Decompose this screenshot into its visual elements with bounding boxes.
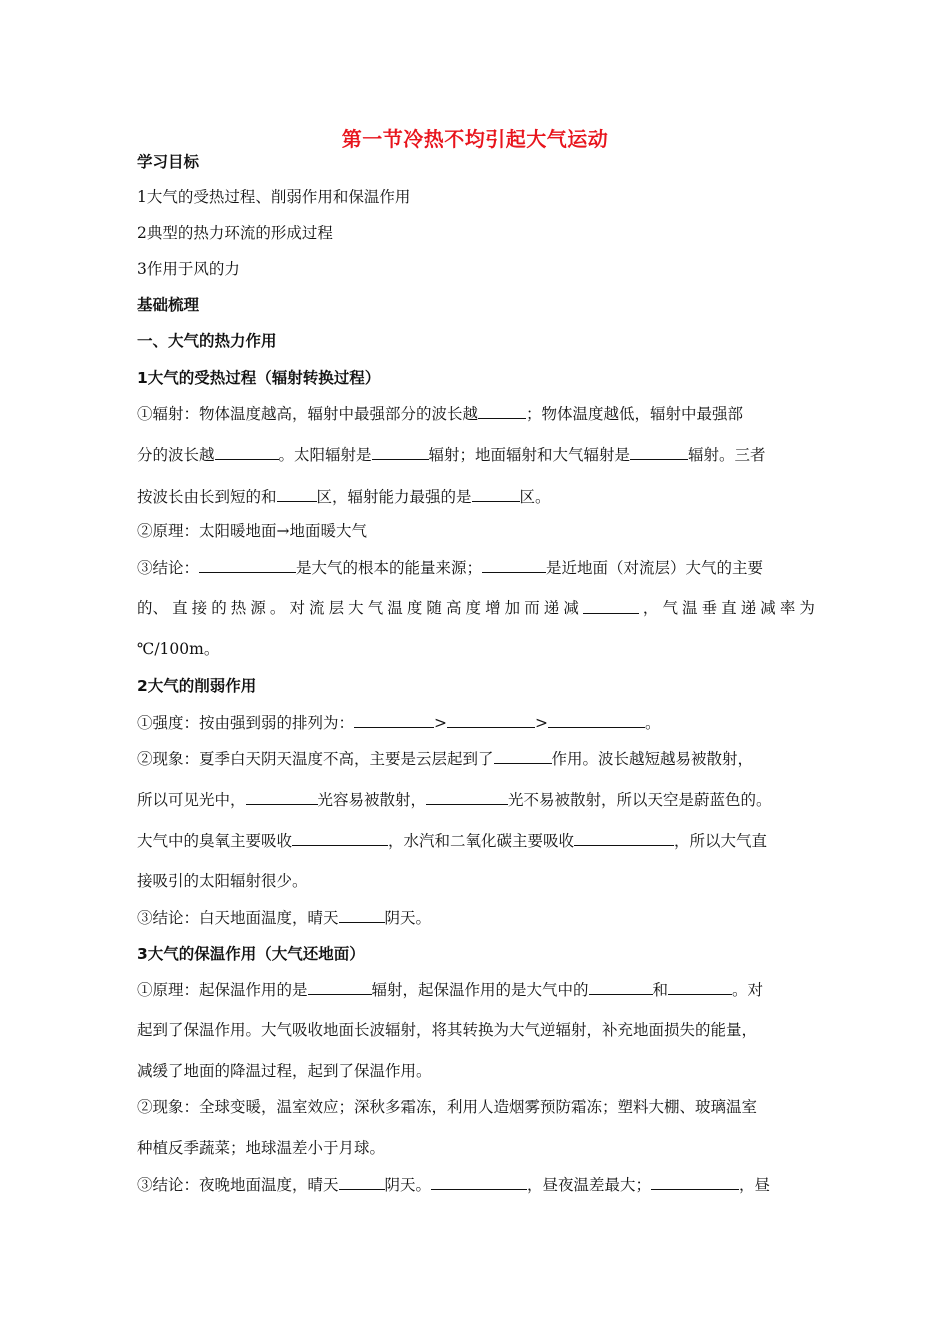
text-token: 递 (543, 599, 560, 617)
text-line: ①辐射：物体温度越高，辐射中最强部分的波长越 ；物体温度越低，辐射中最强部 (137, 405, 744, 423)
text-token: 随 (426, 599, 442, 617)
text-token: 增 (485, 599, 501, 617)
text-token: 率 (779, 599, 796, 617)
heading-learning-goals: 学习目标 (137, 153, 200, 171)
text-line: 按波长由长到短的和 区，辐射能力最强的是 区。 (137, 488, 551, 506)
text-token: 减 (563, 599, 579, 617)
text-token: 直 (172, 599, 188, 617)
text-token: 层 (328, 599, 345, 617)
fill-blank[interactable] (651, 1174, 739, 1190)
text-line: ②原理：太阳暖地面→地面暖大气 (137, 522, 367, 540)
fill-blank[interactable] (339, 1174, 385, 1190)
fill-blank[interactable] (431, 1174, 527, 1190)
text-line: 所以可见光中， 光容易被散射， 光不易被散射，所以天空是蔚蓝色的。 (137, 791, 772, 809)
text-line: 大气中的臭氧主要吸收 ，水汽和二氧化碳主要吸收 ，所以大气直 (137, 832, 768, 850)
fill-blank[interactable] (354, 712, 434, 728)
text-line: ℃/100m。 (137, 640, 220, 658)
fill-blank[interactable] (494, 748, 552, 764)
text-line: ③结论：夜晚地面温度，晴天 阴天。 ，昼夜温差最大； ，昼 (137, 1176, 771, 1194)
text-token: 的 (211, 599, 227, 617)
text-line: 分的波长越 。太阳辐射是 辐射；地面辐射和大气辐射是 辐射。三者 (137, 446, 766, 464)
heading-heating-process: 1大气的受热过程（辐射转换过程） (137, 369, 381, 387)
goal-item: 2典型的热力环流的形成过程 (137, 224, 333, 242)
text-token: 对 (289, 599, 305, 617)
text-line-justified (137, 598, 815, 618)
heading-basics: 基础梳理 (137, 296, 200, 314)
text-token: 递 (740, 599, 757, 617)
fill-blank[interactable] (482, 557, 546, 573)
text-token: 源 (250, 599, 266, 617)
fill-blank[interactable] (447, 712, 535, 728)
text-token: 直 (721, 599, 737, 617)
text-token: 垂 (701, 599, 718, 617)
fill-blank[interactable] (308, 979, 372, 995)
fill-blank[interactable] (277, 486, 317, 502)
fill-blank[interactable] (630, 444, 688, 460)
text-token: 。 (269, 599, 286, 617)
fill-blank[interactable] (478, 403, 526, 419)
fill-blank[interactable] (372, 444, 429, 460)
text-line: ③结论： 是大气的根本的能量来源； 是近地面（对流层）大气的主要 (137, 559, 764, 577)
text-token: 减 (760, 599, 776, 617)
text-line: ①强度：按由强到弱的排列为： > > 。 (137, 714, 661, 732)
fill-blank[interactable] (339, 907, 385, 923)
text-token: 流 (309, 599, 325, 617)
goal-item: 3作用于风的力 (137, 260, 240, 278)
text-token: 温 (387, 599, 403, 617)
heading-insulation-effect: 3大气的保温作用（大气还地面） (137, 945, 365, 963)
goal-item: 1大气的受热过程、削弱作用和保温作用 (137, 188, 411, 206)
fill-blank[interactable] (426, 789, 508, 805)
heading-weakening-effect: 2大气的削弱作用 (137, 677, 257, 695)
text-line: 起到了保温作用。大气吸收地面长波辐射，将其转换为大气逆辐射，补充地面损失的能量， (137, 1021, 758, 1039)
fill-blank[interactable] (548, 712, 645, 728)
text-token: 为 (799, 599, 815, 617)
text-line: ②现象：夏季白天阴天温度不高，主要是云层起到了 作用。波长越短越易被散射， (137, 750, 754, 768)
text-token: 度 (406, 599, 423, 617)
heading-section-one: 一、大气的热力作用 (137, 332, 277, 350)
page-title: 第一节冷热不均引起大气运动 (341, 127, 609, 151)
text-token: 大 (348, 599, 364, 617)
text-line: 接吸引的太阳辐射很少。 (137, 872, 308, 890)
fill-blank[interactable] (292, 830, 388, 846)
fill-blank[interactable] (199, 557, 296, 573)
fill-blank[interactable] (215, 444, 279, 460)
text-token: 气 (367, 599, 384, 617)
text-token: 接 (191, 599, 208, 617)
text-token: 而 (524, 599, 540, 617)
text-line: ②现象：全球变暖，温室效应；深秋多霜冻，利用人造烟雾预防霜冻；塑料大棚、玻璃温室 (137, 1098, 758, 1116)
fill-blank[interactable] (246, 789, 318, 805)
text-token: 气 (662, 599, 678, 617)
text-token: ， (642, 599, 659, 617)
text-token: 高 (445, 599, 462, 617)
text-token: 温 (682, 599, 698, 617)
text-token: 度 (465, 599, 482, 617)
fill-blank[interactable] (472, 486, 520, 502)
text-token: 的、 (137, 599, 169, 617)
text-line: ③结论：白天地面温度，晴天 阴天。 (137, 909, 432, 927)
text-line: ①原理：起保温作用的是 辐射，起保温作用的是大气中的 和 。对 (137, 981, 764, 999)
text-token: 加 (504, 599, 521, 617)
text-line: 种植反季蔬菜；地球温差小于月球。 (137, 1139, 386, 1157)
fill-blank[interactable] (668, 979, 732, 995)
text-token: 热 (230, 599, 247, 617)
fill-blank[interactable] (574, 830, 674, 846)
text-line: 减缓了地面的降温过程，起到了保温作用。 (137, 1062, 432, 1080)
fill-blank[interactable] (589, 979, 653, 995)
fill-blank[interactable] (583, 598, 639, 614)
